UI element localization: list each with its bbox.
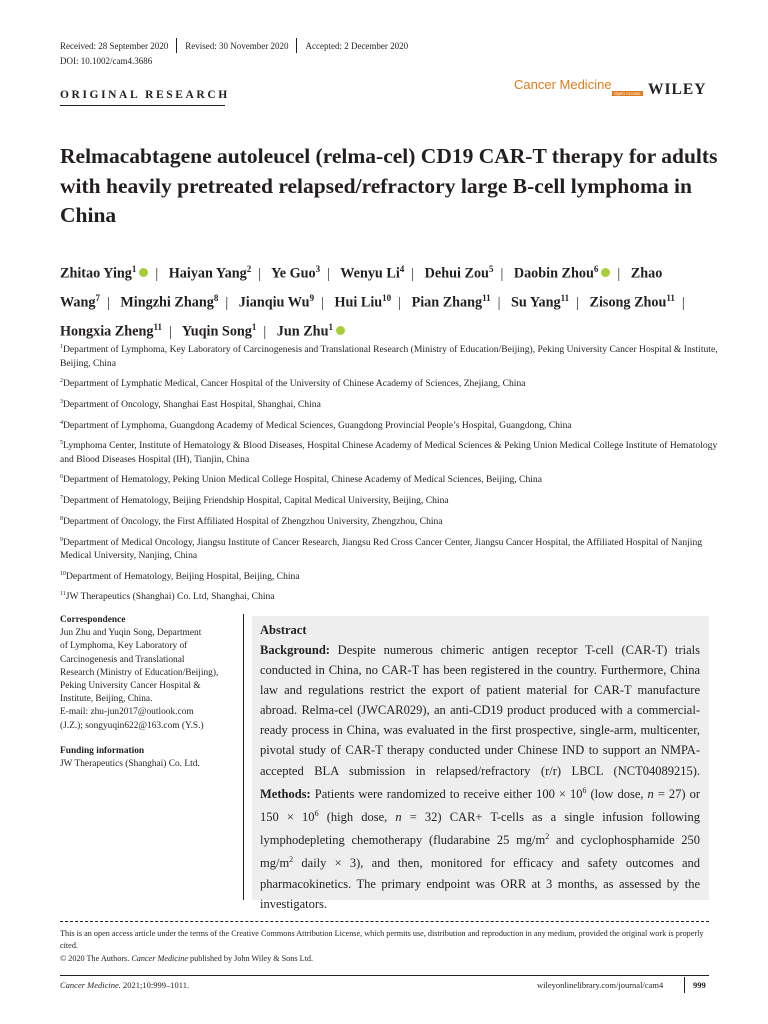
author-name[interactable]: Hongxia Zheng bbox=[60, 324, 154, 341]
author-affiliation-ref: 3 bbox=[315, 264, 321, 274]
correspondence-line: Institute, Beijing, China. bbox=[60, 694, 153, 705]
author-separator: | bbox=[411, 265, 415, 282]
correspondence-text bbox=[60, 627, 242, 733]
author-name[interactable]: Dehui Zou bbox=[424, 265, 489, 282]
affiliation bbox=[60, 568, 720, 584]
author-name[interactable]: Pian Zhang bbox=[411, 294, 483, 311]
author-name[interactable]: Daobin Zhou bbox=[513, 265, 594, 282]
affiliation bbox=[60, 492, 720, 508]
affiliation-number: 11 bbox=[60, 591, 66, 598]
journal-logo[interactable]: Cancer Medicine bbox=[514, 77, 612, 92]
background-text: Despite numerous chimeric antigen receptor T-cell (CAR-T) trials conducted in China, no CAR-T has been registered in the country. Furthermore, China law and regulations restrict the export of patient material for CAR-T manufacture abroad. Relma-cel (JWCAR029), an anti-CD19 product produced with a commercial-ready process in China, was evaluated in the first prospective, single-arm, multicenter, pivotal study of CAR-T therapy conducted under Chinese IND to support an NMPA-accepted BLA submission in relapsed/refractory (r/r) LBCL (NCT04089215). bbox=[260, 643, 700, 778]
affiliation-number: 9 bbox=[60, 536, 63, 543]
n-symbol: n bbox=[395, 810, 402, 825]
author-name[interactable]: Hui Liu bbox=[334, 294, 383, 311]
affiliation-text: Department of Oncology, Shanghai East Hospital, Shanghai, China bbox=[63, 399, 321, 411]
author-affiliation-ref: 6 bbox=[593, 264, 599, 274]
methods-text: daily × 3), and then, monitored for efficacy and safety outcomes and pharmacokinetics. The primary endpoint was ORR at 3 months, as assessed by the investigators. bbox=[260, 856, 700, 911]
author-separator: | bbox=[500, 265, 504, 282]
abstract-box bbox=[252, 616, 709, 911]
author-name[interactable]: Mingzhi Zhang bbox=[120, 294, 214, 311]
author-separator: | bbox=[168, 324, 172, 341]
section-rule bbox=[60, 105, 225, 106]
exponent: 2 bbox=[289, 855, 294, 865]
author-affiliation-ref: 11 bbox=[560, 293, 570, 304]
methods-text: Patients were randomized to receive either 100 × 10 bbox=[314, 786, 583, 801]
affiliation-text: Department of Oncology, the First Affiliated Hospital of Zhengzhou University, Zhengzhou, China bbox=[63, 516, 443, 527]
license-text: This is an open access article under the terms of the Creative Commons Attribution License, which permits use, distribution and reproduction in any medium, provided the original work is properly cited. bbox=[60, 929, 704, 950]
author-affiliation-ref: 4 bbox=[399, 264, 405, 274]
revised-date: Revised: 30 November 2020 bbox=[185, 40, 289, 51]
copyright-suffix: published by John Wiley & Sons Ltd. bbox=[187, 953, 314, 963]
affiliation-text: Department of Lymphoma, Key Laboratory of Carcinogenesis and Translational Research (Ministry of Education/Beijing), Peking University Cancer Hospital & Institute, Beijing, China bbox=[60, 344, 718, 369]
author-separator: | bbox=[155, 265, 159, 282]
affiliation-text: Department of Hematology, Beijing Friendship Hospital, Capital Medical University, Beijing, China bbox=[63, 495, 449, 507]
author-separator: | bbox=[225, 294, 229, 311]
author-separator: | bbox=[681, 294, 685, 311]
correspondence-line: Peking University Cancer Hospital & bbox=[60, 681, 201, 692]
affiliation-number: 6 bbox=[60, 474, 63, 481]
footer-dotted-rule bbox=[60, 921, 709, 922]
affiliation-number: 2 bbox=[60, 378, 63, 385]
affiliation-number: 1 bbox=[60, 344, 63, 350]
methods-text: = 32) CAR+ T-cells as a single infusion following lymphodepleting chemotherapy (fludarabine 25 mg/m bbox=[260, 810, 700, 848]
author-separator: | bbox=[263, 324, 267, 341]
divider bbox=[684, 977, 685, 993]
funding-heading: Funding information bbox=[60, 745, 145, 756]
methods-text: (high dose, bbox=[318, 810, 396, 825]
author-name[interactable]: Wenyu Li bbox=[340, 265, 400, 282]
article-title: Relmacabtagene autoleucel (relma-cel) CD19 CAR-T therapy for adults with heavily pretreated relapsed/refractory large B-cell lymphoma in China bbox=[60, 144, 718, 227]
affiliation bbox=[60, 417, 720, 433]
correspondence-line: Research (Ministry of Education/Beijing), bbox=[60, 667, 219, 678]
author-separator: | bbox=[321, 294, 324, 311]
funding-text: JW Therapeutics (Shanghai) Co. Ltd. bbox=[60, 759, 200, 770]
author-separator: | bbox=[576, 294, 579, 311]
orcid-icon[interactable] bbox=[601, 268, 610, 277]
author-affiliation-ref: 8 bbox=[213, 293, 219, 304]
affiliation bbox=[60, 375, 720, 391]
methods-label: Methods: bbox=[260, 786, 311, 801]
citation-details: 2021;10:999–1011. bbox=[120, 980, 190, 990]
affiliation-text: Department of Lymphatic Medical, Cancer Hospital of the University of Chinese Academy of Sciences, Zhejiang, China bbox=[63, 378, 526, 390]
affiliation-number: 7 bbox=[60, 495, 63, 502]
n-symbol: n bbox=[647, 786, 654, 801]
copyright-line bbox=[60, 953, 710, 965]
correspondence-line: Jun Zhu and Yuqin Song, Department bbox=[60, 628, 202, 639]
abstract-heading: Abstract bbox=[260, 623, 307, 637]
author-name[interactable]: Haiyan Yang bbox=[168, 265, 247, 282]
accepted-date: Accepted: 2 December 2020 bbox=[305, 40, 409, 51]
affiliation bbox=[60, 513, 720, 529]
affiliation-number: 3 bbox=[60, 398, 63, 405]
orcid-icon[interactable] bbox=[336, 326, 345, 335]
publisher-logo[interactable]: WILEY bbox=[648, 81, 707, 98]
affiliation bbox=[60, 437, 720, 466]
background-label: Background: bbox=[260, 643, 330, 657]
author-affiliation-ref: 7 bbox=[95, 293, 100, 304]
author-separator: | bbox=[497, 294, 501, 311]
author-affiliation-ref: 1 bbox=[328, 322, 333, 333]
author-affiliation-ref: 9 bbox=[309, 293, 315, 304]
methods-text: (low dose, bbox=[586, 786, 648, 801]
author-affiliation-ref: 11 bbox=[482, 293, 491, 304]
author-name[interactable]: Jun Zhu bbox=[276, 324, 329, 341]
exponent: 6 bbox=[582, 785, 587, 795]
divider bbox=[176, 38, 177, 53]
author-separator: | bbox=[398, 294, 402, 311]
author-affiliation-ref: 10 bbox=[382, 293, 392, 304]
affiliation-list bbox=[60, 341, 720, 609]
license-notice bbox=[60, 928, 710, 964]
author-name[interactable]: Zhao Wang bbox=[60, 265, 663, 311]
copyright-journal: Cancer Medicine bbox=[131, 953, 188, 963]
affiliation bbox=[60, 534, 720, 563]
author-affiliation-ref: 2 bbox=[246, 264, 252, 274]
affiliation-number: 5 bbox=[60, 440, 63, 447]
page-number: 999 bbox=[693, 980, 706, 990]
methods-text: = 27) or 150 × 10 bbox=[260, 786, 701, 825]
author-list bbox=[60, 257, 720, 345]
author-name[interactable]: Ye Guo bbox=[271, 265, 316, 282]
affiliation-number: 10 bbox=[60, 570, 66, 577]
correspondence-line: of Lymphoma, Key Laboratory of bbox=[60, 641, 188, 652]
author-separator: | bbox=[617, 265, 621, 282]
affiliation bbox=[60, 341, 720, 370]
doi[interactable]: DOI: 10.1002/cam4.3686 bbox=[60, 56, 153, 66]
correspondence-heading: Correspondence bbox=[60, 615, 126, 625]
copyright-prefix: © 2020 The Authors. bbox=[60, 953, 132, 963]
author-separator: | bbox=[327, 265, 330, 282]
author-affiliation-ref: 11 bbox=[153, 322, 162, 333]
author-affiliation-ref: 1 bbox=[251, 322, 257, 333]
author-name[interactable]: Jianqiu Wu bbox=[238, 294, 310, 311]
affiliation bbox=[60, 471, 720, 487]
affiliation-text: Department of Hematology, Peking Union Medical College Hospital, Chinese Academy of Medical Sciences, Beijing, China bbox=[63, 474, 542, 486]
received-date: Received: 28 September 2020 bbox=[60, 40, 169, 51]
affiliation-text: JW Therapeutics (Shanghai) Co. Ltd, Shanghai, China bbox=[65, 591, 275, 603]
correspondence-line: Carcinogenesis and Translational bbox=[60, 654, 185, 665]
affiliation-number: 8 bbox=[60, 515, 63, 522]
author-separator: | bbox=[106, 294, 110, 311]
affiliation-number: 4 bbox=[60, 419, 63, 426]
author-affiliation-ref: 5 bbox=[488, 264, 494, 274]
journal-url[interactable]: wileyonlinelibrary.com/journal/cam4 bbox=[537, 980, 664, 990]
footer-rule bbox=[60, 975, 709, 976]
affiliation bbox=[60, 396, 720, 412]
author-name[interactable]: Zisong Zhou bbox=[589, 294, 667, 311]
correspondence-line: (J.Z.); songyuqin622@163.com (Y.S.) bbox=[60, 720, 204, 731]
affiliation-text: Lymphoma Center, Institute of Hematology & Blood Diseases, Hospital Chinese Academy of Medical Sciences & Peking Union Medical College Institute of Hematology and Blood Diseases Hospital (IH), Tianjin, China bbox=[60, 440, 718, 465]
section-label: ORIGINAL RESEARCH bbox=[60, 89, 230, 101]
divider bbox=[296, 38, 297, 53]
author-separator: | bbox=[258, 265, 262, 282]
abstract-body bbox=[260, 640, 700, 914]
author-name[interactable]: Zhitao Ying bbox=[60, 265, 132, 282]
exponent: 2 bbox=[545, 832, 550, 842]
citation-journal: Cancer Medicine. bbox=[60, 980, 121, 990]
methods-text: and cyclophosphamide 250 mg/m bbox=[260, 833, 700, 871]
author-affiliation-ref: 11 bbox=[666, 293, 675, 304]
open-access-badge: Open Access bbox=[614, 91, 641, 96]
article-dates bbox=[60, 38, 408, 53]
author-name[interactable]: Yuqin Song bbox=[181, 324, 252, 341]
affiliation-text: Department of Medical Oncology, Jiangsu Institute of Cancer Research, Jiangsu Red Cross Cancer Center, Jiangsu Cancer Hospital, the Affiliated Hospital of Nanjing Medical University, Nanjing, China bbox=[60, 536, 703, 562]
correspondence-line: E-mail: zhu-jun2017@outlook.com bbox=[60, 707, 194, 718]
affiliation-text: Department of Hematology, Beijing Hospital, Beijing, China bbox=[66, 570, 300, 582]
author-affiliation-ref: 1 bbox=[131, 264, 137, 274]
author-name[interactable]: Su Yang bbox=[511, 294, 561, 311]
citation bbox=[60, 980, 189, 990]
exponent: 6 bbox=[314, 808, 319, 818]
affiliation-text: Department of Lymphoma, Guangdong Academy of Medical Sciences, Guangdong Provincial People’s Hospital, Guangdong, China bbox=[63, 419, 572, 431]
column-divider bbox=[243, 614, 244, 900]
correspondence-box bbox=[60, 614, 242, 771]
affiliation bbox=[60, 588, 720, 604]
orcid-icon[interactable] bbox=[139, 268, 148, 277]
